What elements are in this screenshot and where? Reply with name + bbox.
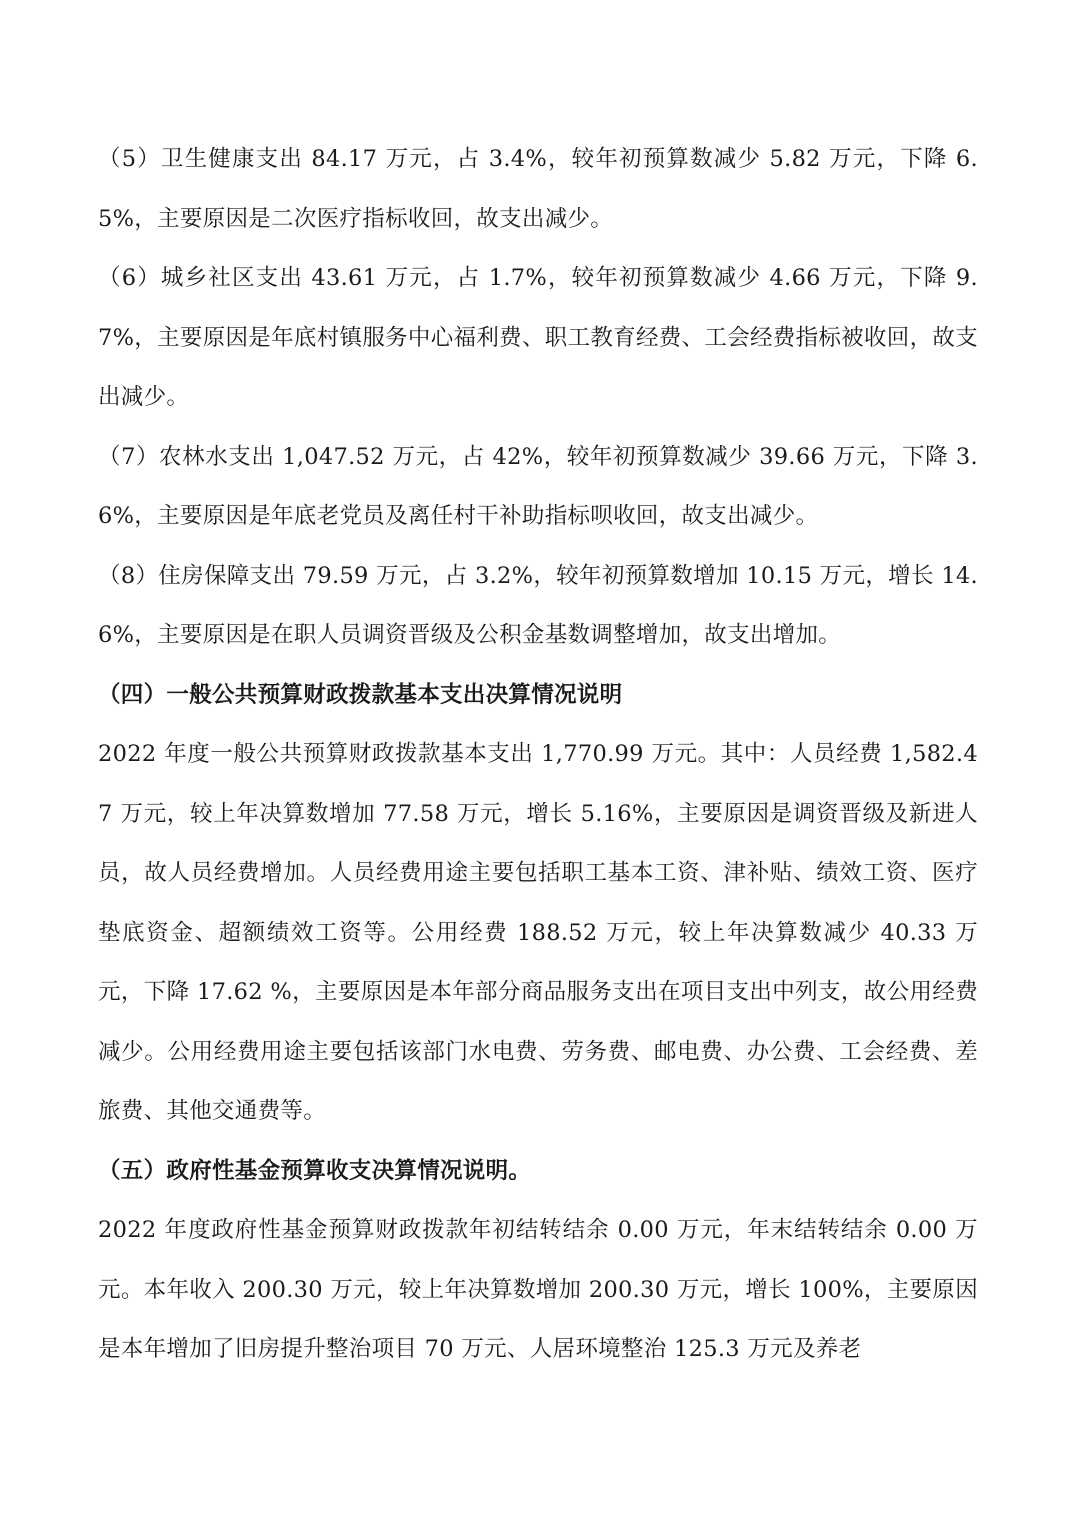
- section-heading-government-fund: （五）政府性基金预算收支决算情况说明。: [98, 1157, 532, 1184]
- document-body: [98, 130, 978, 1380]
- paragraph-government-fund: 2022 年度政府性基金预算财政拨款年初结转结余 0.00 万元，年末结转结余 0.00 万元。本年收入 200.30 万元，较上年决算数增加 200.30 万元，增长 100%，主要原因是本年增加了旧房提升整治项目 70 万元、人居环境整治 125.3 万元及养老: [98, 1217, 978, 1362]
- paragraph-housing-expenditure: （8）住房保障支出 79.59 万元，占 3.2%，较年初预算数增加 10.15 万元，增长 14.6%，主要原因是在职人员调资晋级及公积金基数调整增加，故支出增加。: [98, 562, 978, 648]
- paragraph-urban-rural-expenditure: （6）城乡社区支出 43.61 万元，占 1.7%，较年初预算数减少 4.66 万元，下降 9.7%，主要原因是年底村镇服务中心福利费、职工教育经费、工会经费指标被收回，故支出减少。: [98, 265, 978, 410]
- paragraph-health-expenditure: （5）卫生健康支出 84.17 万元，占 3.4%，较年初预算数减少 5.82 万元，下降 6.5%，主要原因是二次医疗指标收回，故支出减少。: [98, 146, 978, 232]
- paragraph-agriculture-expenditure: （7）农林水支出 1,047.52 万元，占 42%，较年初预算数减少 39.66 万元，下降 3.6%，主要原因是年底老党员及离任村干补助指标呗收回，故支出减少。: [98, 443, 978, 529]
- section-heading-basic-expenditure: （四）一般公共预算财政拨款基本支出决算情况说明: [98, 681, 623, 708]
- paragraph-basic-expenditure: 2022 年度一般公共预算财政拨款基本支出 1,770.99 万元。其中：人员经费 1,582.47 万元，较上年决算数增加 77.58 万元，增长 5.16%，主要原因是调资晋级及新进人员，故人员经费增加。人员经费用途主要包括职工基本工资、津补贴、绩效工资、医疗垫底资金、超额绩效工资等。公用经费 188.52 万元，较上年决算数减少 40.33 万元，下降 17.62 %，主要原因是本年部分商品服务支出在项目支出中列支，故公用经费减少。公用经费用途主要包括该部门水电费、劳务费、邮电费、办公费、工会经费、差旅费、其他交通费等。: [98, 741, 978, 1124]
